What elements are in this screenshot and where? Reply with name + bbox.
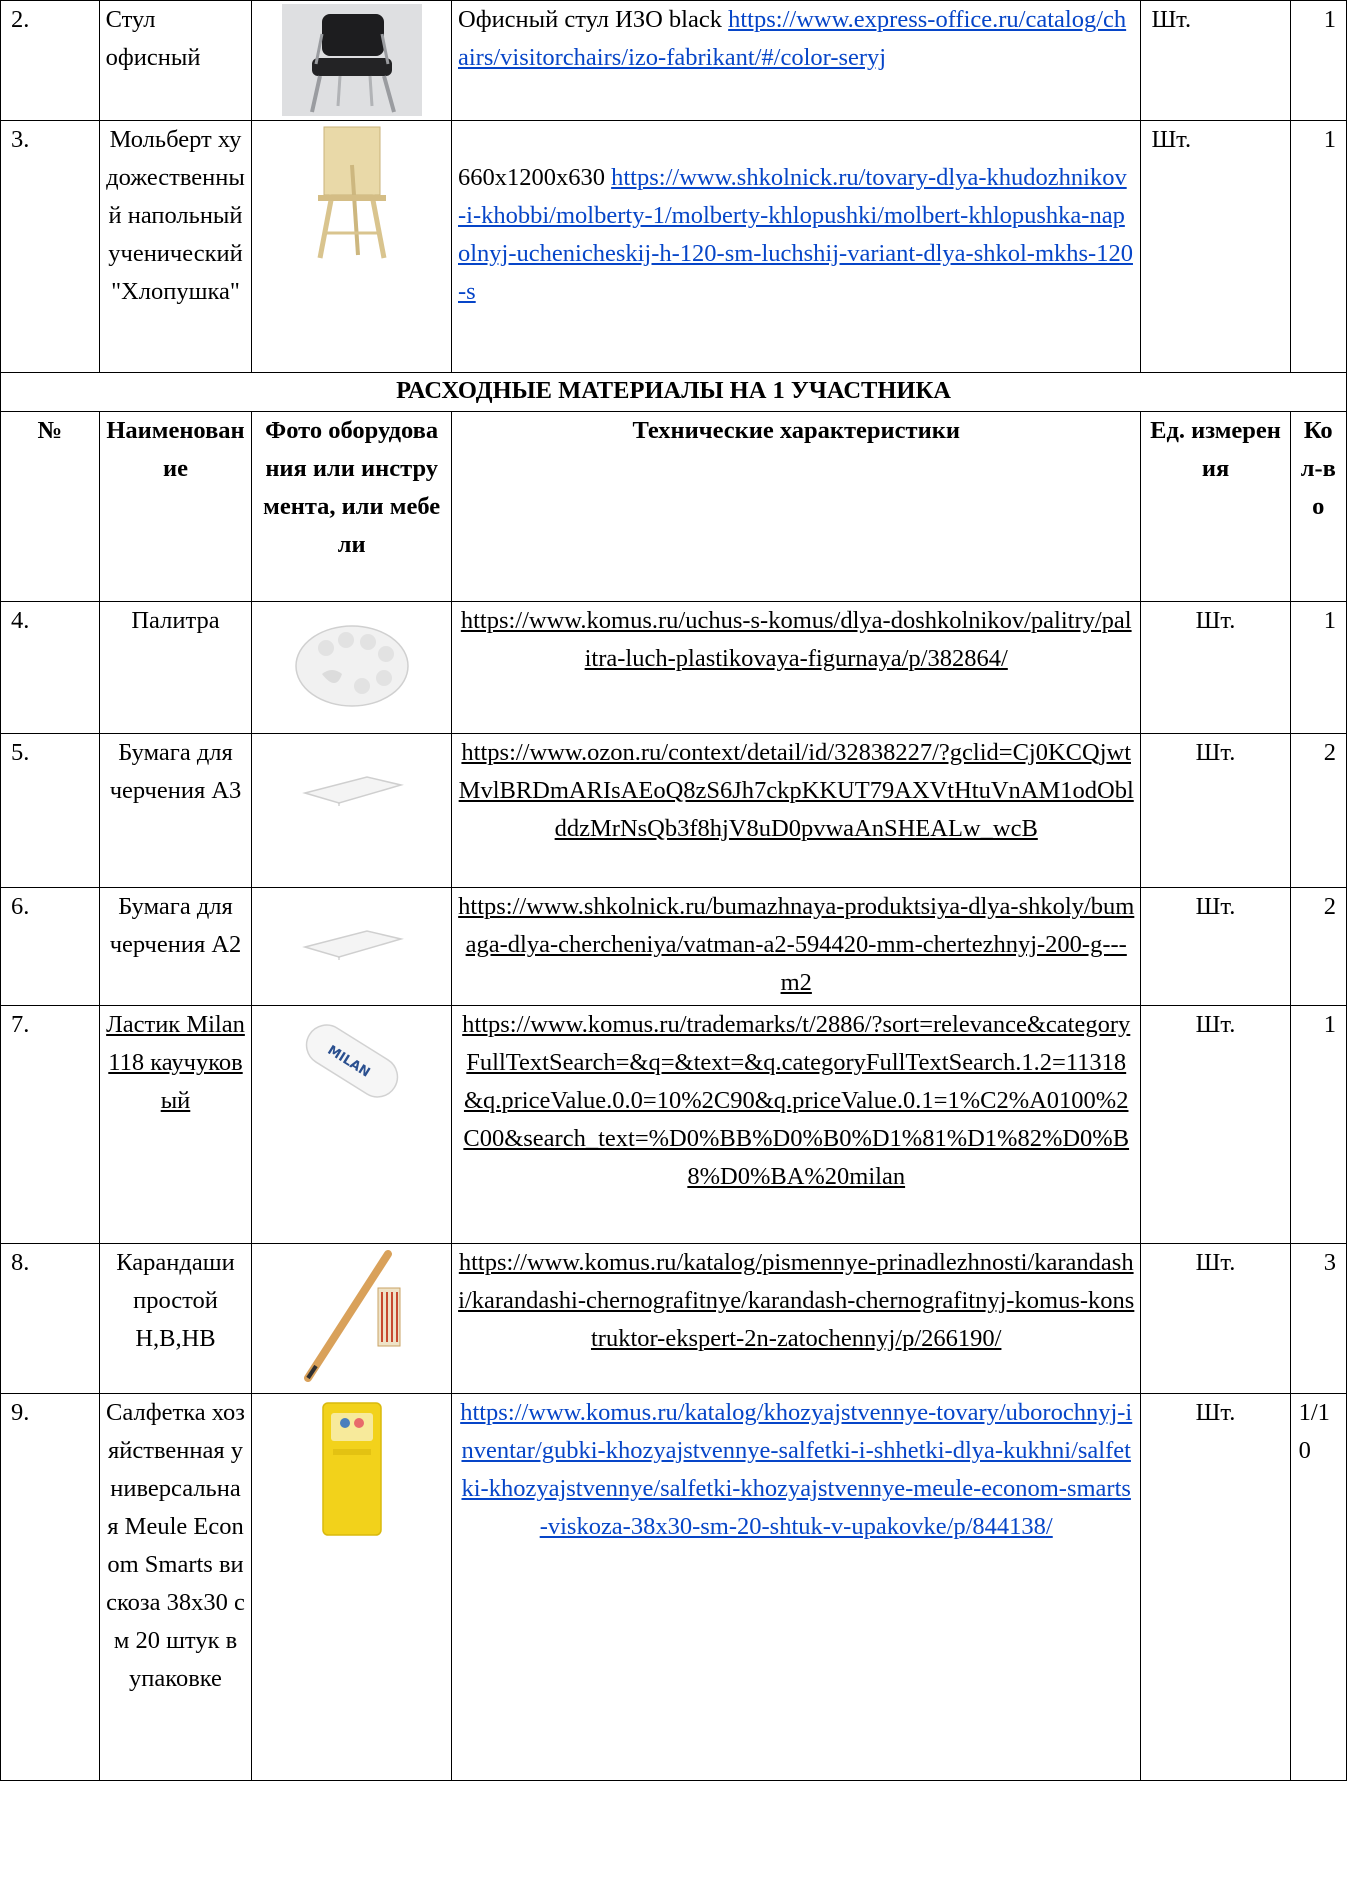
qty-cell: 1/10 [1290,1394,1346,1781]
section-title: РАСХОДНЫЕ МАТЕРИАЛЫ НА 1 УЧАСТНИКА [1,373,1347,412]
header-qty: Кол-во [1290,412,1346,602]
unit-cell: Шт. [1141,602,1290,734]
table-row [1,1244,1347,1394]
row-number: 8. [1,1244,100,1394]
header-name: Наименование [99,412,252,602]
spec-link[interactable]: https://www.shkolnick.ru/tovary-dlya-khudozhnikov-i-khobbi/molberty-1/molberty-khlopushki/molbert-khlopushka-napolnyj-uchenicheskij-h-120-sm-luchshij-variant-dlya-shkol-mkhs-120-s [458,164,1133,305]
eraser-photo [296,1013,408,1109]
qty-cell: 2 [1290,888,1346,1006]
pencil-photo [292,1246,412,1388]
spec-link[interactable]: https://www.shkolnick.ru/bumazhnaya-produktsiya-dlya-shkoly/bumaga-dlya-chercheniya/vatman-a2-594420-mm-chertezhnyj-200-g---m2 [458,893,1135,996]
table-row [1,734,1347,888]
spec-cell [452,734,1141,888]
photo-cell [252,1394,452,1781]
table-row [1,1394,1347,1781]
row-number: 2. [1,1,100,121]
row-number: 4. [1,602,100,734]
unit-cell: Шт. [1141,1,1290,121]
spec-text: Офисный стул ИЗО black [458,6,729,33]
photo-cell [252,602,452,734]
table-row [1,1,1347,121]
qty-cell: 2 [1290,734,1346,888]
row-number: 5. [1,734,100,888]
easel-photo [312,125,392,260]
spec-link[interactable]: https://www.express-office.ru/catalog/chairs/visitorchairs/izo-fabrikant/#/color-seryj [458,6,1127,71]
spec-link[interactable]: https://www.komus.ru/trademarks/t/2886/?sort=relevance&categoryFullTextSearch=&q=&text=&q.categoryFullTextSearch.1.2=11318&q.priceValue.0.0=10%2C90&q.priceValue.0.1=1%C2%A0100%2C00&search_text=%D0%BB%D0%B0%D1%81%D1%82%D0%B8%D0%BA%20milan [462,1011,1131,1190]
unit-cell: Шт. [1141,1394,1290,1781]
spec-link[interactable]: https://www.komus.ru/katalog/pismennye-prinadlezhnosti/karandashi/karandashi-chernografitnye/karandash-chernografitnyj-komus-konstruktor-ekspert-2n-zatochennyj/p/266190/ [458,1249,1135,1352]
cloth-pack-photo [317,1399,387,1539]
spec-cell [452,1006,1141,1244]
spec-link[interactable]: https://www.komus.ru/katalog/khozyajstvennye-tovary/uborochnyj-inventar/gubki-khozyajstvennye-salfetki-i-shhetki-dlya-kukhni/salfetki-khozyajstvennye/salfetki-khozyajstvennye-meule-econom-smarts-viskoza-38x30-sm-20-shtuk-v-upakovke/p/844138/ [460,1399,1133,1540]
paper-sheet-photo [297,923,407,963]
qty-cell: 1 [1290,121,1346,373]
item-name: Стул офисный [99,1,252,121]
item-name: Ластик Milan 118 каучуковый [99,1006,252,1244]
table-row [1,888,1347,1006]
item-name: Палитра [99,602,252,734]
item-name: Карандаши простой H,B,HB [99,1244,252,1394]
spec-cell [452,888,1141,1006]
table-row [1,1006,1347,1244]
table-row [1,121,1347,373]
unit-cell: Шт. [1141,1244,1290,1394]
row-number: 6. [1,888,100,1006]
photo-cell [252,1,452,121]
photo-cell [252,1244,452,1394]
header-spec: Технические характеристики [452,412,1141,602]
photo-cell [252,888,452,1006]
row-number: 3. [1,121,100,373]
eraser-brand: MILAN [324,1042,373,1081]
photo-cell [252,734,452,888]
unit-cell: Шт. [1141,1006,1290,1244]
spec-link[interactable]: https://www.komus.ru/uchus-s-komus/dlya-doshkolnikov/palitry/palitra-luch-plastikovaya-figurnaya/p/382864/ [460,607,1132,672]
unit-cell: Шт. [1141,734,1290,888]
unit-cell: Шт. [1141,121,1290,373]
photo-cell [252,121,452,373]
row-number: 9. [1,1394,100,1781]
item-name: Бумага для черчения А2 [99,888,252,1006]
qty-cell: 1 [1290,1,1346,121]
paper-sheet-photo [297,769,407,809]
qty-cell: 1 [1290,602,1346,734]
office-chair-photo [282,4,422,116]
spec-cell [452,1,1141,121]
spec-cell [452,121,1141,373]
table-row [1,602,1347,734]
spec-text: 660x1200x630 [458,164,612,191]
section-row [1,373,1347,412]
photo-cell [252,1006,452,1244]
spec-cell [452,1244,1141,1394]
row-number: 7. [1,1006,100,1244]
header-num: № [1,412,100,602]
qty-cell: 3 [1290,1244,1346,1394]
qty-cell: 1 [1290,1006,1346,1244]
item-name: Мольберт художественный напольный ученический "Хлопушка" [99,121,252,373]
item-name: Бумага для черчения А3 [99,734,252,888]
spec-cell [452,1394,1141,1781]
header-unit: Ед. измерения [1141,412,1290,602]
unit-cell: Шт. [1141,888,1290,1006]
spec-link[interactable]: https://www.ozon.ru/context/detail/id/32838227/?gclid=Cj0KCQjwtMvlBRDmARIsAEoQ8zS6Jh7ckpKKUT79AXVtHtuVnAM1odOblddzMrNsQb3f8hjV8uD0pvwaAnSHEALw_wcB [458,739,1134,842]
palette-photo [292,618,412,714]
table-header [1,412,1347,602]
header-photo: Фото оборудования или инструмента, или мебели [252,412,452,602]
item-name: Салфетка хозяйственная универсальная Meule Econom Smarts вискоза 38x30 см 20 штук в упаковке [99,1394,252,1781]
spec-cell [452,602,1141,734]
